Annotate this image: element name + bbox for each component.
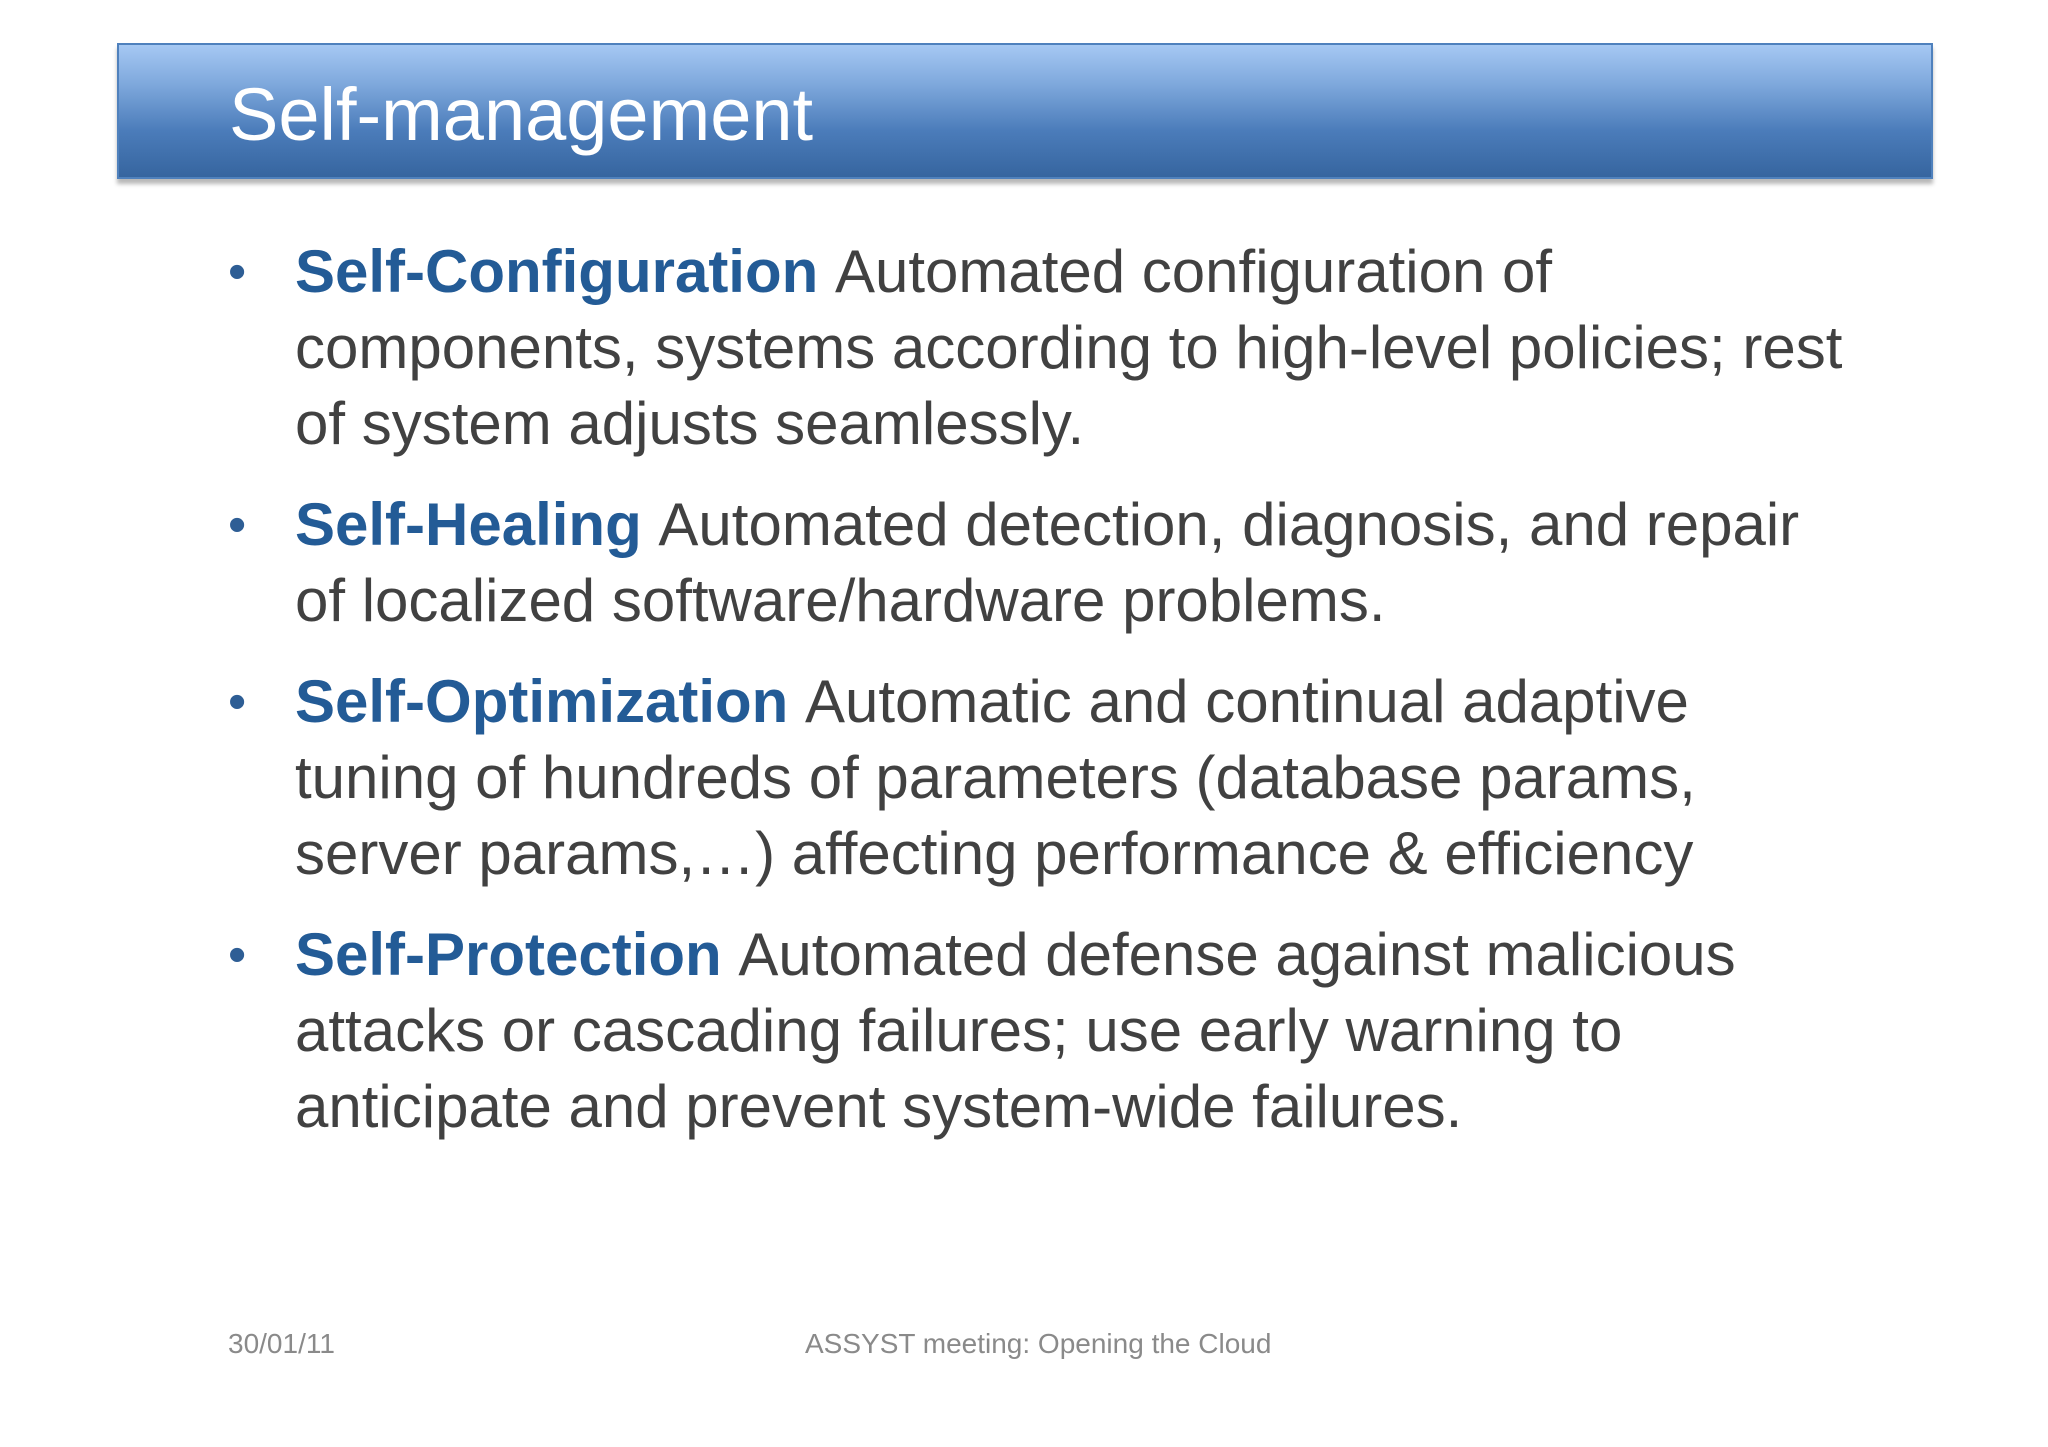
bullet-term: Self-Healing bbox=[295, 491, 659, 558]
title-bar bbox=[117, 43, 1933, 179]
bullet-item-self-protection bbox=[228, 917, 1848, 1145]
bullet-icon: • bbox=[228, 496, 247, 554]
bullet-item-self-configuration bbox=[228, 234, 1848, 462]
bullet-list bbox=[228, 234, 1848, 1170]
bullet-description: Automated detection, diagnosis, and repair of localized software/hardware problems. bbox=[295, 491, 1800, 634]
bullet-description: Automated defense against malicious attacks or cascading failures; use early warning to anticipate and prevent system-wide failures. bbox=[295, 921, 1736, 1140]
bullet-icon: • bbox=[228, 926, 247, 984]
bullet-term: Self-Optimization bbox=[295, 668, 805, 735]
bullet-description: Automatic and continual adaptive tuning of hundreds of parameters (database params, server params,…) affecting performance & efficiency bbox=[295, 668, 1696, 887]
slide-title: Self-management bbox=[229, 73, 814, 156]
bullet-icon: • bbox=[228, 243, 247, 301]
footer-title: ASSYST meeting: Opening the Cloud bbox=[805, 1328, 1272, 1359]
bullet-term: Self-Protection bbox=[295, 921, 739, 988]
bullet-description: Automated configuration of components, systems according to high-level policies; rest of system adjusts seamlessly. bbox=[295, 238, 1843, 457]
bullet-item-self-healing bbox=[228, 487, 1848, 639]
footer-date: 30/01/11 bbox=[228, 1328, 335, 1359]
bullet-term: Self-Configuration bbox=[295, 238, 835, 305]
bullet-icon: • bbox=[228, 673, 247, 731]
bullet-item-self-optimization bbox=[228, 664, 1848, 892]
